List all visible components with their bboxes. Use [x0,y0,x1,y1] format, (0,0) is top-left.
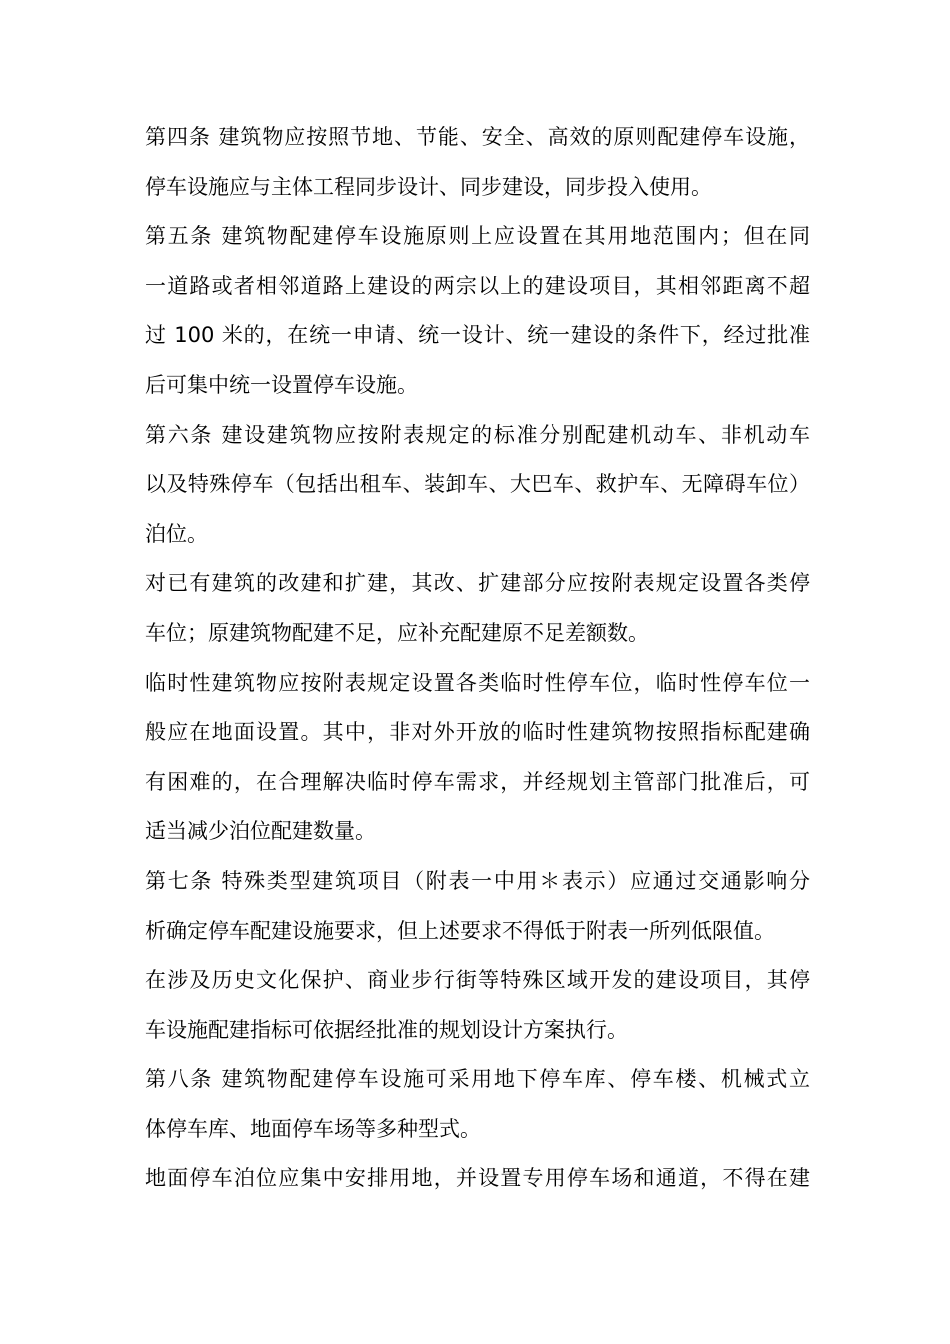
paragraph [145,212,810,410]
paragraph [145,1154,810,1204]
paragraph-line: 适当减少泊位配建数量。 [145,819,376,844]
paragraph-line: 过 100 米的，在统一申请、统一设计、统一建设的条件下，经过批准 [145,323,810,348]
paragraph [145,559,810,658]
paragraph-line: 第七条 特殊类型建筑项目（附表一中用＊表示）应通过交通影响分 [145,868,810,893]
paragraph-line: 般应在地面设置。其中，非对外开放的临时性建筑物按照指标配建确 [145,720,810,745]
paragraph-line: 有困难的，在合理解决临时停车需求，并经规划主管部门批准后，可 [145,769,810,794]
paragraph-line: 车设施配建指标可依据经批准的规划设计方案执行。 [145,1017,628,1042]
paragraph-line: 第八条 建筑物配建停车设施可采用地下停车库、停车楼、机械式立 [145,1067,810,1092]
paragraph-line: 地面停车泊位应集中安排用地，并设置专用停车场和通道，不得在建 [145,1166,810,1191]
paragraph-line: 第六条 建设建筑物应按附表规定的标准分别配建机动车、非机动车 [145,422,810,447]
paragraph-line: 在涉及历史文化保护、商业步行街等特殊区域开发的建设项目，其停 [145,968,810,993]
paragraph [145,659,810,857]
paragraph-line: 第五条 建筑物配建停车设施原则上应设置在其用地范围内；但在同 [145,224,810,249]
paragraph-line: 体停车库、地面停车场等多种型式。 [145,1116,481,1141]
document-body [145,113,810,1204]
paragraph-line: 以及特殊停车（包括出租车、装卸车、大巴车、救护车、无障碍车位） [145,472,810,497]
paragraph-line: 后可集中统一设置停车设施。 [145,372,418,397]
paragraph-line: 析确定停车配建设施要求，但上述要求不得低于附表一所列低限值。 [145,918,775,943]
paragraph-line: 临时性建筑物应按附表规定设置各类临时性停车位，临时性停车位一 [145,670,810,695]
paragraph-line: 车位；原建筑物配建不足，应补充配建原不足差额数。 [145,620,649,645]
paragraph-line: 泊位。 [145,521,208,546]
paragraph-line: 一道路或者相邻道路上建设的两宗以上的建设项目，其相邻距离不超 [145,273,810,298]
paragraph [145,1055,810,1154]
paragraph [145,113,810,212]
paragraph [145,956,810,1055]
paragraph [145,857,810,956]
paragraph [145,411,810,560]
paragraph-line: 第四条 建筑物应按照节地、节能、安全、高效的原则配建停车设施， [145,125,810,149]
paragraph-line: 对已有建筑的改建和扩建，其改、扩建部分应按附表规定设置各类停 [145,571,810,596]
paragraph-line: 停车设施应与主体工程同步设计、同步建设，同步投入使用。 [145,174,712,199]
